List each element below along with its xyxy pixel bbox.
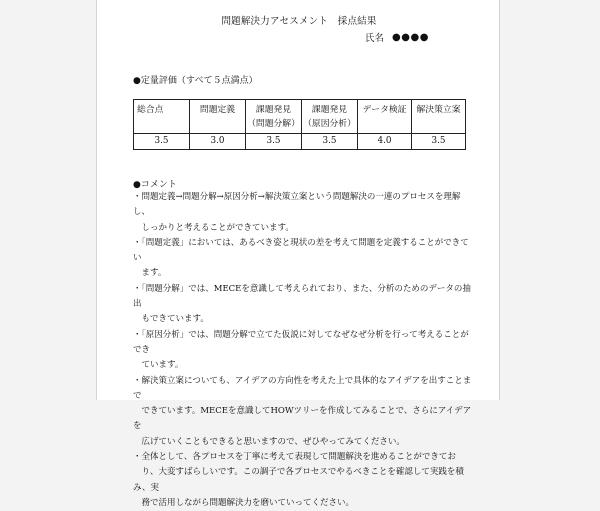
header-cause-analysis-sub: （原因分析） xyxy=(303,119,356,129)
score-issue-decomposition: 3.5 xyxy=(246,134,302,150)
header-data-verification-label: データ検証 xyxy=(362,105,407,115)
comment-line: り、大変すばらしいです。この調子で各プロセスでやるべきことを確認して実践を積み、実 xyxy=(133,467,464,493)
header-issue-decomposition-label: 課題発見 xyxy=(255,105,292,115)
comment-line: ・全体として、各プロセスを丁寧に考えて表現して問題解決を進めることができてお xyxy=(133,452,456,463)
comment-line: ます。 xyxy=(133,268,167,279)
comment-line: 広げていくこともできると思いますので、ぜひやってみてください。 xyxy=(133,436,405,447)
score-total: 3.5 xyxy=(134,134,190,150)
header-total xyxy=(134,100,190,134)
score-table xyxy=(133,99,466,150)
comment-line: できています。MECEを意識してHOWツリーを作成してみることで、さらにアイデアを xyxy=(133,406,472,432)
comment-line: しっかりと考えることができています。 xyxy=(133,222,294,233)
comments-heading: ●コメント xyxy=(133,180,177,190)
header-problem-definition-label: 問題定義 xyxy=(199,105,236,115)
rating-heading: ●定量評価（すべて５点満点） xyxy=(133,76,258,86)
score-value-row xyxy=(134,134,466,150)
header-solution-planning xyxy=(412,100,466,134)
comment-line: ・「問題定義」においては、あるべき姿と現状の差を考えて問題を定義することができてい xyxy=(133,237,469,264)
header-total-label: 総合点 xyxy=(137,105,164,115)
header-problem-definition xyxy=(190,100,246,134)
header-cause-analysis xyxy=(302,100,358,134)
header-issue-decomposition-sub: （問題分解） xyxy=(247,119,300,129)
comment-line: ・「問題分解」では、MECEを意識して考えられており、また、分析のためのデータの抽出 xyxy=(133,283,471,310)
name-value: ●●●● xyxy=(392,31,429,43)
score-header-row xyxy=(134,100,466,134)
header-solution-planning-label: 解決策立案 xyxy=(416,105,461,115)
document-title: 問題解決力アセスメント 採点結果 xyxy=(221,16,377,27)
comment-line: もできています。 xyxy=(133,314,209,325)
header-cause-analysis-label: 課題発見 xyxy=(311,105,348,115)
score-problem-definition: 3.0 xyxy=(190,134,246,150)
comment-line: ・解決策立案についても、アイデアの方向性を考えた上で具体的なアイデアを出すことまで xyxy=(133,375,472,401)
name-label: 氏名 xyxy=(365,33,385,44)
name-row xyxy=(365,30,429,44)
comment-line: 務で活用しながら問題解決力を磨いていってください。 xyxy=(133,497,355,508)
score-data-verification: 4.0 xyxy=(358,134,412,150)
comments-list xyxy=(133,190,475,511)
comment-line: ています。 xyxy=(133,360,184,371)
header-data-verification xyxy=(358,100,412,134)
score-cause-analysis: 3.5 xyxy=(302,134,358,150)
header-issue-decomposition xyxy=(246,100,302,134)
document-page xyxy=(96,0,500,508)
score-solution-planning: 3.5 xyxy=(412,134,466,150)
comment-line: ・問題定義→問題分解→原因分析→解決策立案という問題解決の一連のプロセスを理解し、 xyxy=(133,192,461,218)
comment-line: ・「原因分析」では、問題分解で立てた仮説に対してなぜなぜ分析を行って考えることができ xyxy=(133,329,469,355)
